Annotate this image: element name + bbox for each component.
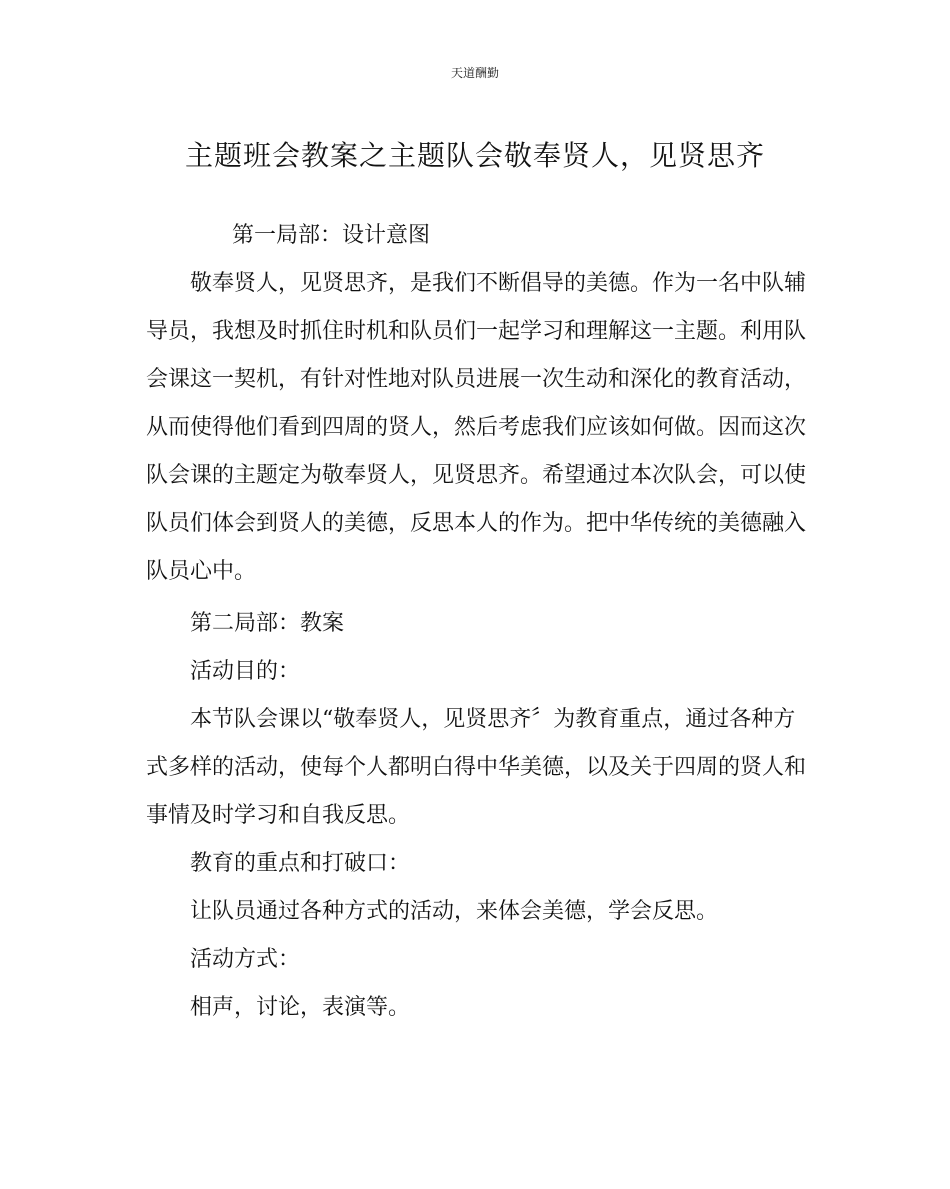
page-header: 天道酬勤 — [450, 66, 499, 80]
section-heading: 第一局部：设计意图 — [232, 223, 431, 248]
paragraph-line: 会课这一契机，有针对性地对队员进展一次生动和深化的教育活动， — [146, 367, 807, 392]
paragraph-line: 队会课的主题定为敬奉贤人，见贤思齐。希望通过本次队会，可以使 — [146, 463, 807, 488]
paragraph-line: 从而使得他们看到四周的贤人，然后考虑我们应该如何做。因而这次 — [146, 415, 807, 440]
paragraph-line: 本节队会课以“敬奉贤人，见贤思齐〞为教育重点，通过各种方 — [190, 707, 796, 732]
paragraph-line: 让队员通过各种方式的活动，来体会美德，学会反思。 — [190, 899, 719, 924]
paragraph-line: 队员心中。 — [146, 559, 257, 584]
subheading: 活动方式： — [190, 947, 301, 972]
document-title: 主题班会教案之主题队会敬奉贤人，见贤思齐 — [184, 139, 765, 172]
paragraph-line: 导员，我想及时抓住时机和队员们一起学习和理解这一主题。利用队 — [146, 319, 807, 344]
subheading: 教育的重点和打破口： — [190, 851, 411, 876]
section-heading: 第二局部：教案 — [190, 611, 345, 636]
paragraph-line: 事情及时学习和自我反思。 — [146, 803, 411, 828]
paragraph-line: 相声，讨论，表演等。 — [190, 995, 411, 1020]
paragraph-line: 敬奉贤人，见贤思齐，是我们不断倡导的美德。作为一名中队辅 — [190, 271, 807, 296]
paragraph-line: 队员们体会到贤人的美德，反思本人的作为。把中华传统的美德融入 — [146, 511, 807, 536]
paragraph-line: 式多样的活动，使每个人都明白得中华美德，以及关于四周的贤人和 — [146, 755, 807, 780]
subheading: 活动目的： — [190, 659, 301, 684]
